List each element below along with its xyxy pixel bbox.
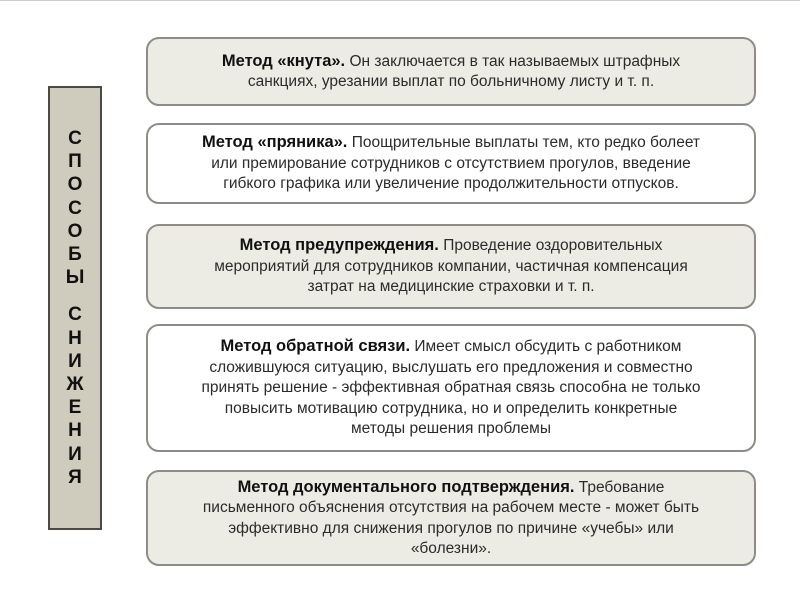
side-letter: Б (68, 244, 82, 266)
side-letter: И (68, 350, 82, 372)
method-text-line: мероприятий для сотрудников компании, частичная компенсация (214, 257, 688, 275)
side-letter: С (68, 304, 82, 326)
method-text-line: Поощрительные выплаты тем, кто редко болеет (351, 134, 701, 152)
side-letter: И (68, 443, 82, 465)
side-letter: Ж (66, 373, 84, 395)
method-title: Метод предупреждения. (239, 236, 439, 255)
top-rule (0, 0, 800, 1)
side-letter: С (68, 128, 82, 150)
method-text-line: Имеет смысл обсудить с работником (414, 338, 682, 356)
side-letter: Ы (65, 267, 85, 289)
method-text-line: гибкого графика или увеличение продолжительности отпусков. (223, 175, 679, 193)
side-label (48, 86, 102, 530)
method-text-line: или премирование сотрудников с отсутствием прогулов, введение (211, 154, 691, 172)
method-text-line: Требование (578, 478, 665, 496)
side-letter: С (68, 197, 82, 219)
side-letter: Н (68, 327, 82, 349)
side-letter: О (67, 220, 83, 242)
method-text-line: эффективно для снижения прогулов по причине «учебы» или (228, 519, 674, 537)
method-box-pryanik (146, 123, 756, 204)
method-text-line: «болезни». (410, 540, 492, 557)
method-text-line: методы решения проблемы (351, 420, 551, 438)
side-letter: Н (68, 420, 82, 442)
method-text-line: санкциях, урезании выплат по больничному листу и т. п. (247, 73, 655, 90)
method-title: Метод «кнута». (221, 51, 346, 70)
method-box-knut (146, 37, 756, 106)
method-box-preduprezhdenie (146, 224, 756, 309)
method-text-line: затрат на медицинские страховки и т. п. (307, 278, 595, 296)
method-text-line: Он заключается в так называемых штрафных (349, 52, 681, 70)
side-letter: О (67, 174, 83, 196)
side-letter: Я (68, 466, 82, 488)
method-text-line: сложившуюся ситуацию, выслушать его предложения и совместно (209, 358, 693, 376)
method-title: Метод «пряника». (201, 133, 348, 152)
side-letter: П (68, 151, 82, 173)
method-box-obratnaya-svyaz (146, 324, 756, 452)
side-letter: Е (68, 397, 82, 419)
method-title: Метод обратной связи. (220, 337, 411, 356)
method-text-line: принять решение - эффективная обратная связь способна не только (201, 379, 701, 397)
method-text-line: повысить мотивацию сотрудника, но и определить конкретные (224, 399, 678, 417)
method-title: Метод документального подтверждения. (237, 477, 575, 496)
method-text-line: Проведение оздоровительных (443, 237, 663, 255)
method-text-line: письменного объяснения отсутствия на рабочем месте - может быть (202, 499, 700, 516)
method-box-dokumentalnoe (146, 470, 756, 566)
